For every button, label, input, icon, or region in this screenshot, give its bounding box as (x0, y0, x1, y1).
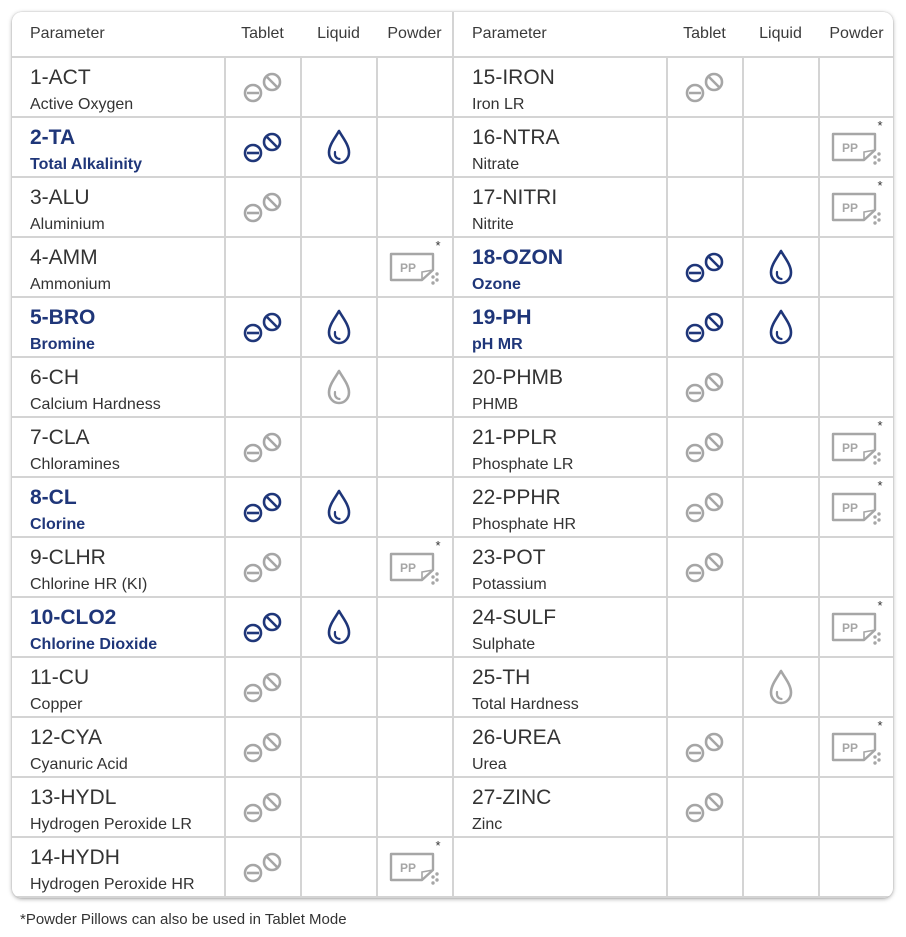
tablet-icon (226, 718, 300, 776)
tablet-icon (668, 58, 742, 116)
tablet-cell (226, 238, 300, 296)
table-row (454, 418, 893, 476)
header-row (12, 12, 452, 56)
liquid-cell (744, 658, 818, 716)
parameter-code: 5-BRO (30, 306, 96, 329)
parameter-code: 11-CU (30, 666, 90, 689)
liquid-cell (302, 778, 376, 836)
tablet-cell (668, 238, 742, 296)
liquid-cell (744, 478, 818, 536)
parameter-name: Ozone (472, 276, 521, 293)
liquid-cell (302, 58, 376, 116)
powder-cell (820, 538, 893, 596)
parameter-cell (454, 358, 666, 416)
powder-pillow-icon (378, 838, 452, 896)
table-row (454, 778, 893, 836)
powder-pillow-icon (820, 118, 893, 176)
powder-cell (378, 778, 452, 836)
liquid-drop-icon (744, 298, 818, 356)
parameter-name: Chlorine Dioxide (30, 636, 158, 653)
tablet-cell (668, 778, 742, 836)
powder-pillow-icon (820, 178, 893, 236)
table-row (454, 238, 893, 296)
parameter-name: Bromine (30, 336, 95, 353)
parameter-name: Clorine (30, 516, 86, 533)
svg-text:PP: PP (841, 141, 859, 155)
liquid-cell (744, 238, 818, 296)
table-row (12, 118, 452, 176)
parameter-cell (454, 478, 666, 536)
powder-cell (820, 598, 893, 656)
parameter-name: Copper (30, 696, 83, 713)
table-left-half (12, 12, 452, 898)
table-row (12, 358, 452, 416)
parameter-cell (12, 238, 224, 296)
header-parameter: Parameter (30, 25, 105, 42)
table-row (454, 178, 893, 236)
table-row (12, 718, 452, 776)
parameter-cell (454, 538, 666, 596)
parameter-code: 4-AMM (30, 246, 98, 269)
table-row (454, 478, 893, 536)
liquid-cell (302, 238, 376, 296)
liquid-drop-icon (302, 598, 376, 656)
parameter-code: 24-SULF (472, 606, 557, 629)
liquid-cell (302, 358, 376, 416)
liquid-cell (744, 418, 818, 476)
parameter-cell (454, 658, 666, 716)
parameter-name: Active Oxygen (30, 96, 134, 113)
parameter-cell (12, 658, 224, 716)
liquid-drop-icon (744, 658, 818, 716)
powder-cell (820, 238, 893, 296)
svg-text:*: * (877, 418, 883, 433)
parameter-code: 3-ALU (30, 186, 90, 209)
liquid-cell (302, 118, 376, 176)
parameter-cell (12, 358, 224, 416)
tablet-icon (226, 658, 300, 716)
svg-text:PP: PP (399, 261, 417, 275)
svg-text:PP: PP (841, 741, 859, 755)
tablet-icon (226, 538, 300, 596)
svg-text:*: * (877, 118, 883, 133)
powder-cell (378, 238, 452, 296)
table-row (454, 358, 893, 416)
tablet-cell (226, 658, 300, 716)
tablet-cell (668, 478, 742, 536)
parameter-code: 21-PPLR (472, 426, 558, 449)
table-row (12, 478, 452, 536)
parameter-cell (454, 778, 666, 836)
table-row (454, 58, 893, 116)
svg-text:*: * (435, 238, 441, 253)
parameter-cell (12, 718, 224, 776)
parameter-code: 18-OZON (472, 246, 564, 269)
tablet-icon (226, 58, 300, 116)
powder-cell (820, 118, 893, 176)
liquid-drop-icon (744, 238, 818, 296)
parameter-name: Potassium (472, 576, 547, 593)
table-row (12, 658, 452, 716)
tablet-cell (226, 298, 300, 356)
tablet-cell (226, 538, 300, 596)
parameter-code: 14-HYDH (30, 846, 120, 869)
parameter-name: Phosphate HR (472, 516, 577, 533)
parameter-name: Nitrate (472, 156, 520, 173)
tablet-icon (668, 778, 742, 836)
tablet-icon (668, 718, 742, 776)
table-row (454, 298, 893, 356)
powder-cell (378, 478, 452, 536)
table-row (12, 538, 452, 596)
parameter-code: 20-PHMB (472, 366, 564, 389)
parameter-code: 16-NTRA (472, 126, 560, 149)
parameter-name: Chloramines (30, 456, 120, 473)
table-row (12, 298, 452, 356)
parameter-name: Nitrite (472, 216, 514, 233)
parameter-cell (12, 838, 224, 896)
powder-cell (820, 178, 893, 236)
parameter-code: 19-PH (472, 306, 532, 329)
parameter-cell (454, 418, 666, 476)
liquid-cell (302, 418, 376, 476)
liquid-cell (744, 118, 818, 176)
parameter-code: 15-IRON (472, 66, 555, 89)
header-tablet: Tablet (683, 25, 726, 42)
header-liquid: Liquid (759, 25, 802, 42)
table-row (12, 598, 452, 656)
parameter-name: Iron LR (472, 96, 525, 113)
tablet-cell (668, 418, 742, 476)
parameter-name: Phosphate LR (472, 456, 574, 473)
tablet-cell (226, 718, 300, 776)
parameter-code: 1-ACT (30, 66, 91, 89)
tablet-icon (668, 478, 742, 536)
table-row (454, 838, 893, 896)
svg-text:PP: PP (841, 441, 859, 455)
tablet-cell (226, 598, 300, 656)
liquid-cell (744, 58, 818, 116)
tablet-icon (668, 418, 742, 476)
powder-cell (820, 418, 893, 476)
header-row (454, 12, 893, 56)
parameter-name: pH MR (472, 336, 523, 353)
powder-cell (820, 478, 893, 536)
powder-pillow-icon (820, 478, 893, 536)
parameter-name: Calcium Hardness (30, 396, 161, 413)
tablet-cell (226, 778, 300, 836)
svg-text:PP: PP (841, 621, 859, 635)
liquid-cell (744, 838, 818, 896)
tablet-cell (668, 178, 742, 236)
tablet-cell (226, 58, 300, 116)
svg-text:*: * (435, 538, 441, 553)
powder-cell (820, 58, 893, 116)
liquid-cell (744, 778, 818, 836)
parameter-name: Ammonium (30, 276, 111, 293)
powder-cell (820, 298, 893, 356)
parameter-cell (12, 778, 224, 836)
tablet-icon (226, 778, 300, 836)
tablet-cell (668, 598, 742, 656)
powder-cell (378, 538, 452, 596)
table-row (12, 178, 452, 236)
table-row (454, 598, 893, 656)
svg-text:*: * (435, 838, 441, 853)
parameter-cell (12, 118, 224, 176)
parameter-code: 13-HYDL (30, 786, 117, 809)
liquid-cell (302, 178, 376, 236)
tablet-icon (668, 358, 742, 416)
powder-cell (378, 58, 452, 116)
powder-cell (378, 598, 452, 656)
parameter-cell (454, 838, 666, 896)
parameter-code: 12-CYA (30, 726, 102, 749)
parameter-cell (12, 178, 224, 236)
powder-cell (378, 118, 452, 176)
powder-cell (820, 358, 893, 416)
table-row (12, 418, 452, 476)
tablet-cell (668, 538, 742, 596)
parameter-cell (12, 418, 224, 476)
liquid-cell (744, 298, 818, 356)
table-row (454, 658, 893, 716)
parameter-name: Total Alkalinity (30, 156, 143, 173)
header-parameter: Parameter (472, 25, 547, 42)
parameter-cell (12, 478, 224, 536)
powder-cell (378, 358, 452, 416)
liquid-drop-icon (302, 298, 376, 356)
liquid-cell (302, 718, 376, 776)
parameter-code: 9-CLHR (30, 546, 106, 569)
tablet-cell (226, 838, 300, 896)
liquid-cell (744, 358, 818, 416)
parameter-grid-left (12, 56, 452, 898)
liquid-cell (302, 658, 376, 716)
powder-cell (820, 718, 893, 776)
liquid-cell (744, 538, 818, 596)
svg-text:PP: PP (399, 561, 417, 575)
parameter-name: Aluminium (30, 216, 105, 233)
tablet-cell (226, 118, 300, 176)
powder-cell (378, 718, 452, 776)
parameter-code: 25-TH (472, 666, 531, 689)
header-liquid: Liquid (317, 25, 360, 42)
liquid-drop-icon (302, 118, 376, 176)
liquid-cell (302, 298, 376, 356)
parameter-name: Total Hardness (472, 696, 579, 713)
parameter-name: Sulphate (472, 636, 536, 653)
powder-cell (378, 178, 452, 236)
tablet-cell (668, 118, 742, 176)
parameter-code: 17-NITRI (472, 186, 558, 209)
parameter-name: Chlorine HR (KI) (30, 576, 148, 593)
parameter-cell (454, 298, 666, 356)
table-row (12, 58, 452, 116)
parameter-cell (454, 238, 666, 296)
parameter-cell (454, 58, 666, 116)
tablet-cell (668, 718, 742, 776)
liquid-cell (744, 598, 818, 656)
tablet-cell (668, 658, 742, 716)
tablet-icon (226, 118, 300, 176)
tablet-cell (668, 58, 742, 116)
table-row (12, 778, 452, 836)
parameter-cell (454, 718, 666, 776)
parameter-cell (454, 118, 666, 176)
tablet-cell (226, 418, 300, 476)
parameter-cell (454, 598, 666, 656)
tablet-icon (226, 478, 300, 536)
svg-text:PP: PP (399, 861, 417, 875)
liquid-drop-icon (302, 478, 376, 536)
parameter-cell (12, 598, 224, 656)
tablet-icon (226, 838, 300, 896)
powder-cell (378, 298, 452, 356)
liquid-cell (744, 718, 818, 776)
powder-cell (378, 658, 452, 716)
parameter-code: 22-PPHR (472, 486, 561, 509)
tablet-icon (226, 298, 300, 356)
tablet-cell (226, 178, 300, 236)
liquid-cell (302, 598, 376, 656)
parameter-code: 2-TA (30, 126, 76, 149)
powder-cell (378, 418, 452, 476)
tablet-icon (668, 298, 742, 356)
powder-pillow-icon (378, 538, 452, 596)
tablet-cell (668, 298, 742, 356)
powder-cell (820, 658, 893, 716)
parameter-code: 26-UREA (472, 726, 561, 749)
liquid-drop-icon (302, 358, 376, 416)
svg-text:PP: PP (841, 201, 859, 215)
svg-text:*: * (877, 478, 883, 493)
header-tablet: Tablet (241, 25, 284, 42)
parameter-name: PHMB (472, 396, 519, 413)
header-powder: Powder (829, 25, 884, 42)
header-powder: Powder (387, 25, 442, 42)
parameter-code: 27-ZINC (472, 786, 552, 809)
svg-text:*: * (877, 598, 883, 613)
footnote: *Powder Pillows can also be used in Tablet Mode (20, 911, 347, 928)
tablet-icon (668, 238, 742, 296)
powder-pillow-icon (820, 418, 893, 476)
table-row (454, 718, 893, 776)
parameter-table (12, 12, 893, 898)
parameter-name: Zinc (472, 816, 503, 833)
parameter-grid-right (454, 56, 893, 898)
parameter-code: 8-CL (30, 486, 77, 509)
parameter-cell (454, 178, 666, 236)
tablet-cell (668, 358, 742, 416)
table-row (454, 118, 893, 176)
liquid-cell (302, 838, 376, 896)
tablet-icon (226, 598, 300, 656)
powder-cell (820, 838, 893, 896)
liquid-cell (302, 538, 376, 596)
parameter-cell (12, 538, 224, 596)
tablet-cell (668, 838, 742, 896)
tablet-icon (668, 538, 742, 596)
tablet-cell (226, 358, 300, 416)
powder-cell (820, 778, 893, 836)
svg-text:*: * (877, 718, 883, 733)
table-row (12, 238, 452, 296)
tablet-cell (226, 478, 300, 536)
tablet-icon (226, 178, 300, 236)
liquid-cell (744, 178, 818, 236)
table-row (12, 838, 452, 896)
table-row (454, 538, 893, 596)
parameter-cell (12, 298, 224, 356)
svg-text:PP: PP (841, 501, 859, 515)
parameter-name: Hydrogen Peroxide HR (30, 876, 195, 893)
powder-pillow-icon (378, 238, 452, 296)
parameter-code: 10-CLO2 (30, 606, 117, 629)
parameter-cell (12, 58, 224, 116)
powder-pillow-icon (820, 718, 893, 776)
table-right-half (454, 12, 893, 898)
parameter-code: 23-POT (472, 546, 546, 569)
parameter-code: 7-CLA (30, 426, 90, 449)
liquid-cell (302, 478, 376, 536)
parameter-name: Urea (472, 756, 507, 773)
tablet-icon (226, 418, 300, 476)
parameter-name: Cyanuric Acid (30, 756, 128, 773)
parameter-code: 6-CH (30, 366, 80, 389)
parameter-name: Hydrogen Peroxide LR (30, 816, 192, 833)
powder-cell (378, 838, 452, 896)
powder-pillow-icon (820, 598, 893, 656)
svg-text:*: * (877, 178, 883, 193)
